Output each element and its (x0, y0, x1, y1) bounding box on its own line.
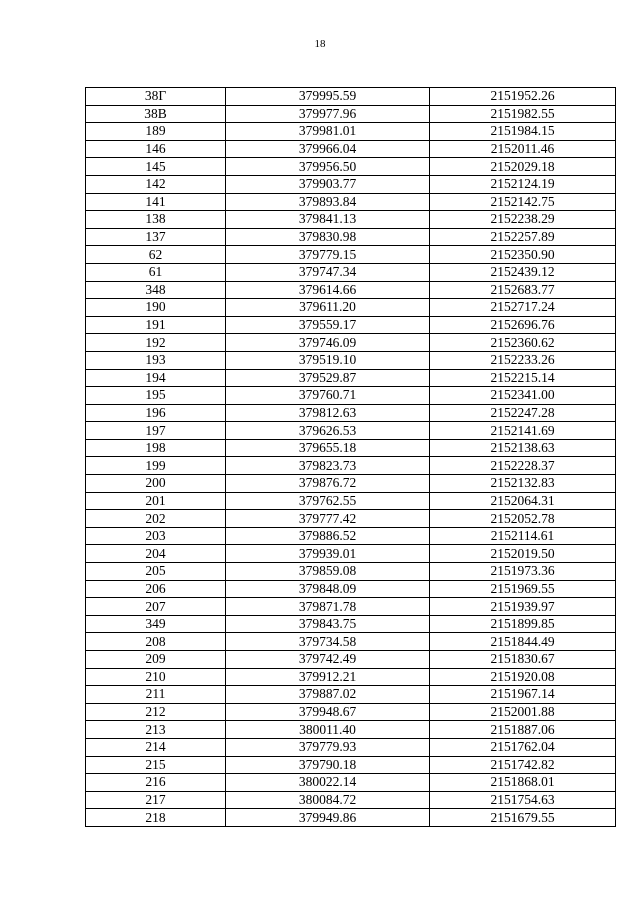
table-row (86, 738, 616, 756)
x-coordinate-cell: 379812.63 (226, 404, 430, 422)
table-row (86, 246, 616, 264)
y-coordinate-cell: 2151969.55 (430, 580, 616, 598)
point-number-cell: 349 (86, 615, 226, 633)
y-coordinate-cell: 2151762.04 (430, 738, 616, 756)
table-row (86, 439, 616, 457)
y-coordinate-cell: 2151868.01 (430, 774, 616, 792)
point-number-cell: 198 (86, 439, 226, 457)
y-coordinate-cell: 2151679.55 (430, 809, 616, 827)
y-coordinate-cell: 2151920.08 (430, 668, 616, 686)
table-row (86, 422, 616, 440)
table-row (86, 387, 616, 405)
point-number-cell: 214 (86, 738, 226, 756)
y-coordinate-cell: 2151887.06 (430, 721, 616, 739)
table-row (86, 492, 616, 510)
point-number-cell: 213 (86, 721, 226, 739)
x-coordinate-cell: 379779.15 (226, 246, 430, 264)
x-coordinate-cell: 379886.52 (226, 527, 430, 545)
table-row (86, 686, 616, 704)
x-coordinate-cell: 379760.71 (226, 387, 430, 405)
y-coordinate-cell: 2151742.82 (430, 756, 616, 774)
point-number-cell: 216 (86, 774, 226, 792)
x-coordinate-cell: 379966.04 (226, 140, 430, 158)
table-row (86, 703, 616, 721)
point-number-cell: 195 (86, 387, 226, 405)
table-row (86, 633, 616, 651)
y-coordinate-cell: 2151984.15 (430, 123, 616, 141)
x-coordinate-cell: 379995.59 (226, 88, 430, 106)
table-row (86, 369, 616, 387)
x-coordinate-cell: 379611.20 (226, 299, 430, 317)
point-number-cell: 194 (86, 369, 226, 387)
table-row (86, 316, 616, 334)
x-coordinate-cell: 379742.49 (226, 651, 430, 669)
point-number-cell: 142 (86, 175, 226, 193)
table-row (86, 774, 616, 792)
y-coordinate-cell: 2152052.78 (430, 510, 616, 528)
x-coordinate-cell: 379762.55 (226, 492, 430, 510)
table-row (86, 809, 616, 827)
point-number-cell: 190 (86, 299, 226, 317)
y-coordinate-cell: 2152011.46 (430, 140, 616, 158)
y-coordinate-cell: 2152350.90 (430, 246, 616, 264)
table-row (86, 123, 616, 141)
point-number-cell: 204 (86, 545, 226, 563)
table-row (86, 756, 616, 774)
y-coordinate-cell: 2152717.24 (430, 299, 616, 317)
table-row (86, 351, 616, 369)
point-number-cell: 211 (86, 686, 226, 704)
table-row (86, 334, 616, 352)
point-number-cell: 207 (86, 598, 226, 616)
table-row (86, 563, 616, 581)
point-number-cell: 141 (86, 193, 226, 211)
y-coordinate-cell: 2152683.77 (430, 281, 616, 299)
point-number-cell: 191 (86, 316, 226, 334)
table-row (86, 615, 616, 633)
x-coordinate-cell: 379977.96 (226, 105, 430, 123)
table-row (86, 668, 616, 686)
y-coordinate-cell: 2152029.18 (430, 158, 616, 176)
y-coordinate-cell: 2152439.12 (430, 263, 616, 281)
point-number-cell: 201 (86, 492, 226, 510)
table-row (86, 721, 616, 739)
point-number-cell: 197 (86, 422, 226, 440)
y-coordinate-cell: 2152228.37 (430, 457, 616, 475)
point-number-cell: 217 (86, 791, 226, 809)
point-number-cell: 61 (86, 263, 226, 281)
y-coordinate-cell: 2152001.88 (430, 703, 616, 721)
y-coordinate-cell: 2152360.62 (430, 334, 616, 352)
x-coordinate-cell: 379734.58 (226, 633, 430, 651)
x-coordinate-cell: 379948.67 (226, 703, 430, 721)
point-number-cell: 38В (86, 105, 226, 123)
table-row (86, 510, 616, 528)
x-coordinate-cell: 379912.21 (226, 668, 430, 686)
table-row (86, 299, 616, 317)
y-coordinate-cell: 2151830.67 (430, 651, 616, 669)
x-coordinate-cell: 379777.42 (226, 510, 430, 528)
table-row (86, 791, 616, 809)
point-number-cell: 199 (86, 457, 226, 475)
x-coordinate-cell: 379626.53 (226, 422, 430, 440)
point-number-cell: 205 (86, 563, 226, 581)
table-row (86, 281, 616, 299)
y-coordinate-cell: 2152124.19 (430, 175, 616, 193)
point-number-cell: 208 (86, 633, 226, 651)
y-coordinate-cell: 2152141.69 (430, 422, 616, 440)
table-row (86, 175, 616, 193)
table-row (86, 580, 616, 598)
table-row (86, 140, 616, 158)
x-coordinate-cell: 380022.14 (226, 774, 430, 792)
table-row (86, 598, 616, 616)
point-number-cell: 138 (86, 211, 226, 229)
point-number-cell: 192 (86, 334, 226, 352)
x-coordinate-cell: 379841.13 (226, 211, 430, 229)
table-row (86, 527, 616, 545)
table-row (86, 105, 616, 123)
x-coordinate-cell: 380011.40 (226, 721, 430, 739)
point-number-cell: 38Г (86, 88, 226, 106)
table-row (86, 158, 616, 176)
y-coordinate-cell: 2152341.00 (430, 387, 616, 405)
y-coordinate-cell: 2152696.76 (430, 316, 616, 334)
table-row (86, 88, 616, 106)
x-coordinate-cell: 379746.09 (226, 334, 430, 352)
table-row (86, 193, 616, 211)
point-number-cell: 210 (86, 668, 226, 686)
coordinates-table-body (86, 88, 616, 827)
x-coordinate-cell: 379887.02 (226, 686, 430, 704)
y-coordinate-cell: 2152257.89 (430, 228, 616, 246)
y-coordinate-cell: 2151973.36 (430, 563, 616, 581)
x-coordinate-cell: 379859.08 (226, 563, 430, 581)
y-coordinate-cell: 2151754.63 (430, 791, 616, 809)
y-coordinate-cell: 2151982.55 (430, 105, 616, 123)
table-row (86, 545, 616, 563)
y-coordinate-cell: 2152247.28 (430, 404, 616, 422)
y-coordinate-cell: 2152019.50 (430, 545, 616, 563)
x-coordinate-cell: 379519.10 (226, 351, 430, 369)
point-number-cell: 200 (86, 475, 226, 493)
x-coordinate-cell: 379614.66 (226, 281, 430, 299)
page-number: 18 (314, 38, 326, 50)
table-row (86, 651, 616, 669)
table-row (86, 457, 616, 475)
x-coordinate-cell: 379779.93 (226, 738, 430, 756)
y-coordinate-cell: 2151844.49 (430, 633, 616, 651)
y-coordinate-cell: 2151899.85 (430, 615, 616, 633)
x-coordinate-cell: 379843.75 (226, 615, 430, 633)
x-coordinate-cell: 379956.50 (226, 158, 430, 176)
y-coordinate-cell: 2152233.26 (430, 351, 616, 369)
table-row (86, 211, 616, 229)
x-coordinate-cell: 379981.01 (226, 123, 430, 141)
coordinates-table (85, 87, 616, 827)
x-coordinate-cell: 379790.18 (226, 756, 430, 774)
x-coordinate-cell: 379876.72 (226, 475, 430, 493)
table-row (86, 404, 616, 422)
x-coordinate-cell: 379655.18 (226, 439, 430, 457)
point-number-cell: 202 (86, 510, 226, 528)
y-coordinate-cell: 2152114.61 (430, 527, 616, 545)
x-coordinate-cell: 379903.77 (226, 175, 430, 193)
point-number-cell: 215 (86, 756, 226, 774)
table-row (86, 475, 616, 493)
y-coordinate-cell: 2152142.75 (430, 193, 616, 211)
y-coordinate-cell: 2152138.63 (430, 439, 616, 457)
y-coordinate-cell: 2152132.83 (430, 475, 616, 493)
point-number-cell: 196 (86, 404, 226, 422)
x-coordinate-cell: 379559.17 (226, 316, 430, 334)
x-coordinate-cell: 379747.34 (226, 263, 430, 281)
point-number-cell: 62 (86, 246, 226, 264)
point-number-cell: 145 (86, 158, 226, 176)
x-coordinate-cell: 379939.01 (226, 545, 430, 563)
y-coordinate-cell: 2152064.31 (430, 492, 616, 510)
point-number-cell: 209 (86, 651, 226, 669)
y-coordinate-cell: 2152215.14 (430, 369, 616, 387)
x-coordinate-cell: 380084.72 (226, 791, 430, 809)
table-row (86, 263, 616, 281)
point-number-cell: 193 (86, 351, 226, 369)
x-coordinate-cell: 379893.84 (226, 193, 430, 211)
x-coordinate-cell: 379848.09 (226, 580, 430, 598)
point-number-cell: 203 (86, 527, 226, 545)
y-coordinate-cell: 2151967.14 (430, 686, 616, 704)
x-coordinate-cell: 379529.87 (226, 369, 430, 387)
y-coordinate-cell: 2151952.26 (430, 88, 616, 106)
point-number-cell: 348 (86, 281, 226, 299)
table-row (86, 228, 616, 246)
x-coordinate-cell: 379823.73 (226, 457, 430, 475)
point-number-cell: 189 (86, 123, 226, 141)
x-coordinate-cell: 379871.78 (226, 598, 430, 616)
y-coordinate-cell: 2151939.97 (430, 598, 616, 616)
point-number-cell: 212 (86, 703, 226, 721)
x-coordinate-cell: 379830.98 (226, 228, 430, 246)
x-coordinate-cell: 379949.86 (226, 809, 430, 827)
point-number-cell: 137 (86, 228, 226, 246)
point-number-cell: 146 (86, 140, 226, 158)
point-number-cell: 218 (86, 809, 226, 827)
y-coordinate-cell: 2152238.29 (430, 211, 616, 229)
point-number-cell: 206 (86, 580, 226, 598)
